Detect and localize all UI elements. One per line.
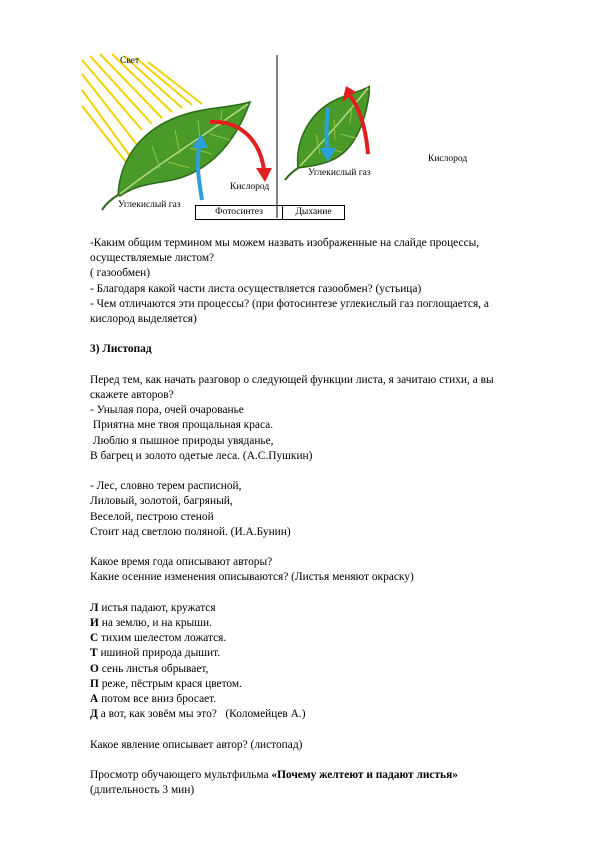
co2-right-label: Углекислый газ	[308, 168, 371, 178]
poem2-line: Лиловый, золотой, багряный,	[90, 495, 233, 508]
acrostic-text: сень листья обрывает,	[98, 662, 209, 675]
left-leaf	[102, 102, 250, 210]
video-duration: (длительность 3 мин)	[90, 784, 195, 797]
o2-left-label: Кислород	[230, 182, 270, 192]
acrostic-line	[90, 601, 530, 616]
acrostic-text: на землю, и на крыши.	[98, 617, 212, 629]
acrostic-line	[90, 646, 530, 661]
acrostic-letter: С	[90, 632, 99, 645]
intro-line-1: Перед тем, как начать разговор о следующей функции листа, я зачитаю стихи, а вы	[90, 373, 494, 386]
acrostic-letter: П	[90, 677, 99, 690]
question-1-cont: осуществляемые листом?	[90, 252, 215, 265]
acrostic-line	[90, 631, 530, 646]
gas-exchange-diagram	[80, 50, 370, 222]
co2-left-label: Углекислый газ	[118, 200, 181, 210]
light-label: Свет	[120, 56, 140, 66]
acrostic-letter: Д	[90, 708, 98, 721]
question-2: - Благодаря какой части листа осуществляется газообмен? (устьица)	[90, 282, 422, 295]
poem1-line: Люблю я пышное природы увяданье,	[90, 434, 274, 447]
caption-photosynthesis: Фотосинтез	[215, 207, 263, 217]
acrostic-text: а вот, как зовём мы это? (Коломейцев А.)	[97, 708, 306, 721]
figure-caption	[195, 205, 345, 220]
answer-1: ( газообмен)	[90, 267, 151, 280]
acrostic-text: реже, пёстрым крася цветом.	[98, 677, 242, 690]
acrostic-text: истья падают, кружатся	[98, 601, 216, 614]
video-prefix: Просмотр обучающего мультфильма	[90, 769, 272, 781]
poem1-line: - Унылая пора, очей очарованье	[90, 404, 244, 417]
acrostic-line	[90, 662, 530, 677]
question-5: Какие осенние изменения описываются? (Листья меняют окраску)	[90, 571, 414, 584]
question-1: -Каким общим термином мы можем назвать изображенные на слайде процессы,	[90, 237, 480, 249]
acrostic-text: ишиной природа дышит.	[97, 647, 221, 660]
acrostic-line	[90, 692, 530, 707]
acrostic-letter: И	[90, 617, 99, 629]
poem2-line: Стоит над светлою поляной. (И.А.Бунин)	[90, 525, 291, 538]
document-body	[90, 236, 530, 798]
poem1-line: Приятна мне твоя прощальная краса.	[90, 419, 274, 432]
acrostic-line	[90, 616, 530, 631]
acrostic-line	[90, 677, 530, 692]
question-6: Какое явление описывает автор? (листопад)	[90, 738, 303, 751]
video-line	[90, 768, 530, 783]
acrostic-line	[90, 707, 530, 722]
gas-exchange-figure	[80, 50, 468, 222]
poem2-line: - Лес, словно терем расписной,	[90, 480, 242, 493]
o2-right-label: Кислород	[428, 154, 468, 164]
section-title: 3) Листопад	[90, 343, 152, 356]
caption-respiration: Дыхание	[295, 207, 332, 217]
acrostic-text: тихим шелестом ложатся.	[98, 632, 227, 645]
acrostic-letter: О	[90, 662, 99, 675]
intro-line-2: скажете авторов?	[90, 389, 174, 401]
acrostic-letter: Л	[90, 601, 99, 614]
acrostic-text: потом все вниз бросает.	[98, 693, 217, 706]
video-title: «Почему желтеют и падают листья»	[271, 769, 458, 781]
question-3-cont: кислород выделяется)	[90, 313, 197, 326]
poem1-line: В багрец и золото одетые леса. (А.С.Пушкин)	[90, 449, 313, 462]
question-3: - Чем отличаются эти процессы? (при фотосинтезе углекислый газ поглощается, а	[90, 297, 489, 310]
acrostic-letter: Т	[90, 647, 98, 660]
poem2-line: Веселой, пестрою стеной	[90, 510, 214, 523]
acrostic-letter: А	[90, 693, 99, 706]
question-4: Какое время года описывают авторы?	[90, 556, 273, 569]
